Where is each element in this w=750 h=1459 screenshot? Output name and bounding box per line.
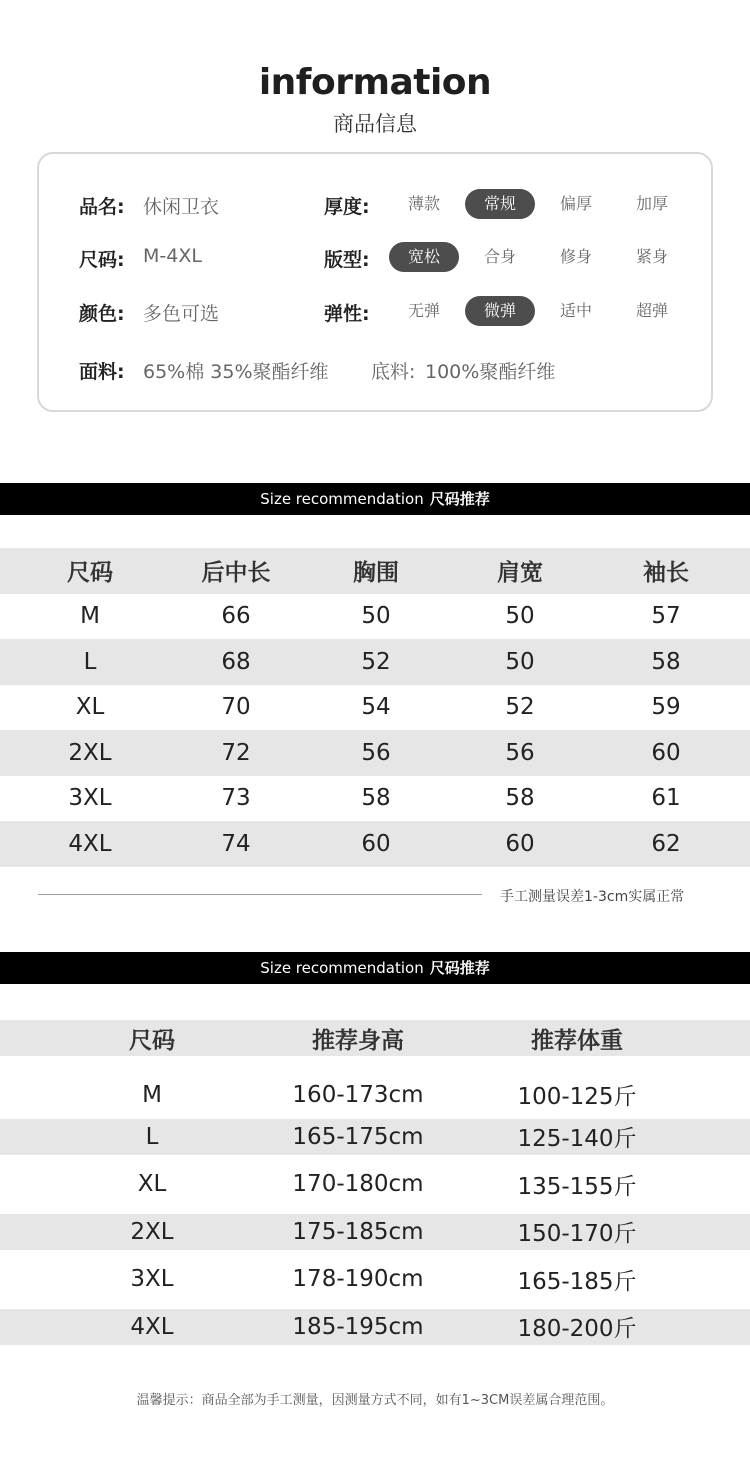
table-row bbox=[0, 730, 750, 776]
table-cell: 72 bbox=[221, 739, 251, 766]
header-cell: 推荐体重 bbox=[531, 1027, 623, 1054]
height-weight-table bbox=[0, 1020, 750, 1064]
info-row-1 bbox=[39, 187, 711, 221]
table-cell: 185-195cm bbox=[292, 1313, 424, 1340]
table-cell: 125-140斤 bbox=[517, 1126, 637, 1153]
color-value: 多色可选 bbox=[143, 303, 220, 325]
size-recommendation-banner bbox=[0, 483, 750, 515]
table-cell: 150-170斤 bbox=[517, 1221, 637, 1248]
height-weight-table-body bbox=[0, 1071, 750, 1345]
fit-option-3: 修身 bbox=[559, 247, 592, 266]
fabric-label: 面料: bbox=[79, 361, 125, 383]
header-cell: 推荐身高 bbox=[312, 1027, 404, 1054]
info-row-4 bbox=[39, 352, 711, 386]
table-row bbox=[0, 1309, 750, 1345]
size-value: M-4XL bbox=[143, 245, 202, 267]
thickness-option-4: 加厚 bbox=[635, 194, 668, 213]
table-cell: 2XL bbox=[130, 1218, 174, 1245]
info-row-2 bbox=[39, 240, 711, 274]
table-cell: 70 bbox=[221, 694, 251, 721]
table-cell: 165-185斤 bbox=[517, 1268, 637, 1295]
lining-value: 100%聚酯纤维 bbox=[425, 361, 556, 383]
table-cell: 3XL bbox=[68, 785, 112, 812]
table-row bbox=[0, 639, 750, 685]
divider-line bbox=[38, 894, 482, 895]
table-cell: 2XL bbox=[68, 739, 112, 766]
fit-option-2: 合身 bbox=[483, 247, 516, 266]
name-label: 品名: bbox=[79, 196, 125, 218]
table-cell: 52 bbox=[361, 648, 391, 675]
table-cell: 61 bbox=[651, 785, 681, 812]
table-row bbox=[0, 1071, 750, 1119]
footer-note: 温馨提示：商品全部为手工测量，因测量方式不同，如有1~3CM误差属合理范围。 bbox=[136, 1393, 614, 1408]
measure-note: 手工测量误差1-3cm实属正常 bbox=[500, 889, 685, 905]
thickness-option-3: 偏厚 bbox=[559, 194, 592, 213]
table-cell: 57 bbox=[651, 603, 681, 630]
table-row bbox=[0, 1214, 750, 1250]
table-cell: 56 bbox=[505, 739, 535, 766]
header-cell: 胸围 bbox=[353, 560, 399, 587]
table-cell: 4XL bbox=[68, 830, 112, 857]
header-cell: 尺码 bbox=[129, 1027, 175, 1054]
product-info-card bbox=[37, 152, 713, 412]
table-row bbox=[0, 776, 750, 822]
name-value: 休闲卫衣 bbox=[143, 196, 220, 218]
table-cell: M bbox=[80, 603, 100, 630]
size-recommendation-banner-2 bbox=[0, 952, 750, 984]
elasticity-option-4: 超弹 bbox=[635, 301, 668, 320]
table-cell: 73 bbox=[221, 785, 251, 812]
table-cell: 59 bbox=[651, 694, 681, 721]
fit-label: 版型: bbox=[324, 249, 370, 271]
banner-cn-text: 尺码推荐 bbox=[429, 959, 490, 977]
elasticity-label: 弹性: bbox=[324, 303, 370, 325]
table-cell: 56 bbox=[361, 739, 391, 766]
table-cell: 50 bbox=[361, 603, 391, 630]
table-cell: 180-200斤 bbox=[517, 1316, 637, 1343]
table-cell: 60 bbox=[505, 830, 535, 857]
fit-option-4: 紧身 bbox=[635, 247, 668, 266]
table-cell: 175-185cm bbox=[292, 1218, 424, 1245]
page-subtitle: 商品信息 bbox=[333, 112, 417, 136]
thickness-label: 厚度: bbox=[324, 196, 370, 218]
table-cell: 160-173cm bbox=[292, 1081, 424, 1108]
table-cell: 3XL bbox=[130, 1266, 174, 1293]
table-row bbox=[0, 594, 750, 640]
elasticity-option-2: 微弹 bbox=[465, 296, 535, 326]
table-cell: 100-125斤 bbox=[517, 1084, 637, 1111]
banner-cn-text: 尺码推荐 bbox=[429, 490, 490, 508]
table-row bbox=[0, 685, 750, 731]
fit-option-1: 宽松 bbox=[389, 242, 459, 272]
table-cell: L bbox=[145, 1123, 159, 1150]
table-cell: 74 bbox=[221, 830, 251, 857]
table-row bbox=[0, 821, 750, 867]
table-cell: 52 bbox=[505, 694, 535, 721]
banner-en-text: Size recommendation bbox=[260, 959, 424, 977]
elasticity-option-3: 适中 bbox=[559, 301, 592, 320]
table-cell: 58 bbox=[651, 648, 681, 675]
table-header-row bbox=[0, 1020, 750, 1056]
table-cell: 62 bbox=[651, 830, 681, 857]
table-cell: 135-155斤 bbox=[517, 1173, 637, 1200]
header-cell: 尺码 bbox=[67, 560, 113, 587]
lining-label: 底料: bbox=[371, 361, 416, 383]
info-row-3 bbox=[39, 294, 711, 328]
elasticity-option-1: 无弹 bbox=[407, 301, 440, 320]
thickness-option-1: 薄款 bbox=[407, 194, 440, 213]
banner-en-text: Size recommendation bbox=[260, 490, 424, 508]
header-cell: 后中长 bbox=[201, 560, 271, 587]
fabric-value: 65%棉 35%聚酯纤维 bbox=[143, 361, 329, 383]
table-cell: 60 bbox=[651, 739, 681, 766]
table-cell: 68 bbox=[221, 648, 251, 675]
header-cell: 肩宽 bbox=[497, 560, 543, 587]
table-row bbox=[0, 1119, 750, 1155]
table-cell: 4XL bbox=[130, 1313, 174, 1340]
table-cell: 58 bbox=[505, 785, 535, 812]
page-title: information bbox=[258, 62, 492, 103]
color-label: 颜色: bbox=[79, 303, 125, 325]
thickness-option-2: 常规 bbox=[465, 189, 535, 219]
table-cell: 50 bbox=[505, 603, 535, 630]
table-row bbox=[0, 1250, 750, 1309]
table-cell: 60 bbox=[361, 830, 391, 857]
table-row bbox=[0, 1155, 750, 1214]
header-cell: 袖长 bbox=[643, 560, 689, 587]
table-cell: L bbox=[83, 648, 97, 675]
size-label: 尺码: bbox=[79, 249, 125, 271]
table-cell: XL bbox=[137, 1171, 167, 1198]
table-cell: M bbox=[142, 1081, 162, 1108]
table-cell: 66 bbox=[221, 603, 251, 630]
table-header-row bbox=[0, 548, 750, 594]
table-cell: 178-190cm bbox=[292, 1266, 424, 1293]
table-cell: 50 bbox=[505, 648, 535, 675]
table-cell: 170-180cm bbox=[292, 1171, 424, 1198]
table-cell: XL bbox=[75, 694, 105, 721]
table-cell: 58 bbox=[361, 785, 391, 812]
table-cell: 54 bbox=[361, 694, 391, 721]
table-cell: 165-175cm bbox=[292, 1123, 424, 1150]
size-chart-table bbox=[0, 548, 750, 867]
